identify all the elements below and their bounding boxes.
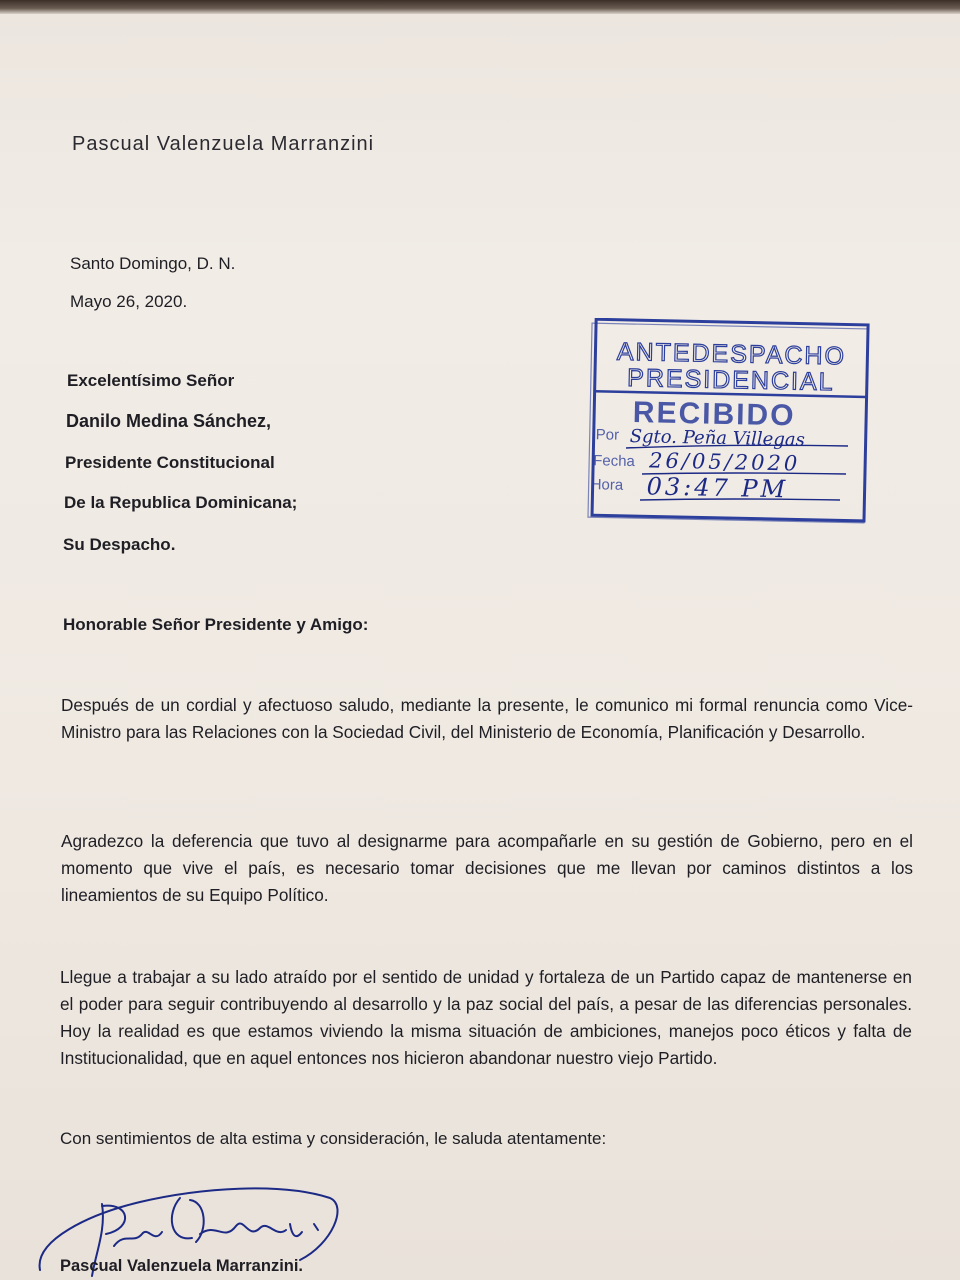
addressee-country: De la Republica Dominicana; [64, 493, 298, 512]
sender-name: Pascual Valenzuela Marranzini [72, 133, 375, 155]
addressee-position: Presidente Constitucional [65, 453, 275, 472]
paper-top-edge [0, 0, 960, 14]
stamp-fecha-value: 26/05/2020 [648, 448, 801, 476]
stamp-hora-value: 03:47 PM [646, 472, 789, 504]
addressee-office: Su Despacho. [63, 535, 176, 554]
stamp-fecha-label: Fecha [593, 452, 636, 471]
letter-place: Santo Domingo, D. N. [70, 254, 236, 273]
closing-line: Con sentimientos de alta estima y consideración, le saluda atentamente: [60, 1129, 607, 1148]
stamp-line1: ANTEDESPACHO [616, 337, 847, 371]
body-paragraph-1: Después de un cordial y afectuoso saludo, mediante la presente, le comunico mi formal renuncia como Vice-Ministro para las Relaciones con la Sociedad Civil, del Ministerio de Economía, Planificación y Desarrollo. [61, 695, 913, 742]
stamp-por-label: Por [595, 426, 620, 444]
received-stamp [578, 318, 874, 528]
letter-paper [0, 10, 960, 1280]
stamp-por-value: Sgto. Peña Villegas [629, 425, 806, 451]
stamp-line2: PRESIDENCIAL [626, 363, 835, 397]
signature-name: Pascual Valenzuela Marranzini. [60, 1257, 304, 1275]
salutation: Honorable Señor Presidente y Amigo: [63, 615, 369, 634]
body-paragraph-2: Agradezco la deferencia que tuvo al designarme para acompañarle en su gestión de Gobierno, pero en el momento que vive el país, es necesario tomar decisiones que me llevan por caminos distintos a los lineamientos de su Equipo Político. [61, 831, 913, 905]
stamp-status: RECIBIDO [632, 396, 796, 433]
addressee-name: Danilo Medina Sánchez, [66, 411, 272, 431]
body-paragraph-3: Llegue a trabajar a su lado atraído por el sentido de unidad y fortaleza de un Partido capaz de mantenerse en el poder para seguir contribuyendo al desarrollo y la paz social del país, a pesar de las diferencias personales. Hoy la realidad es que estamos viviendo la misma situación de ambiciones, manejos poco éticos y falta de Institucionalidad, que en aquel entonces nos hicieron abandonar nuestro viejo Partido. [60, 967, 912, 1068]
letter-date: Mayo 26, 2020. [70, 292, 188, 311]
stamp-hora-label: Hora [590, 476, 624, 494]
addressee-title: Excelentísimo Señor [67, 371, 235, 390]
